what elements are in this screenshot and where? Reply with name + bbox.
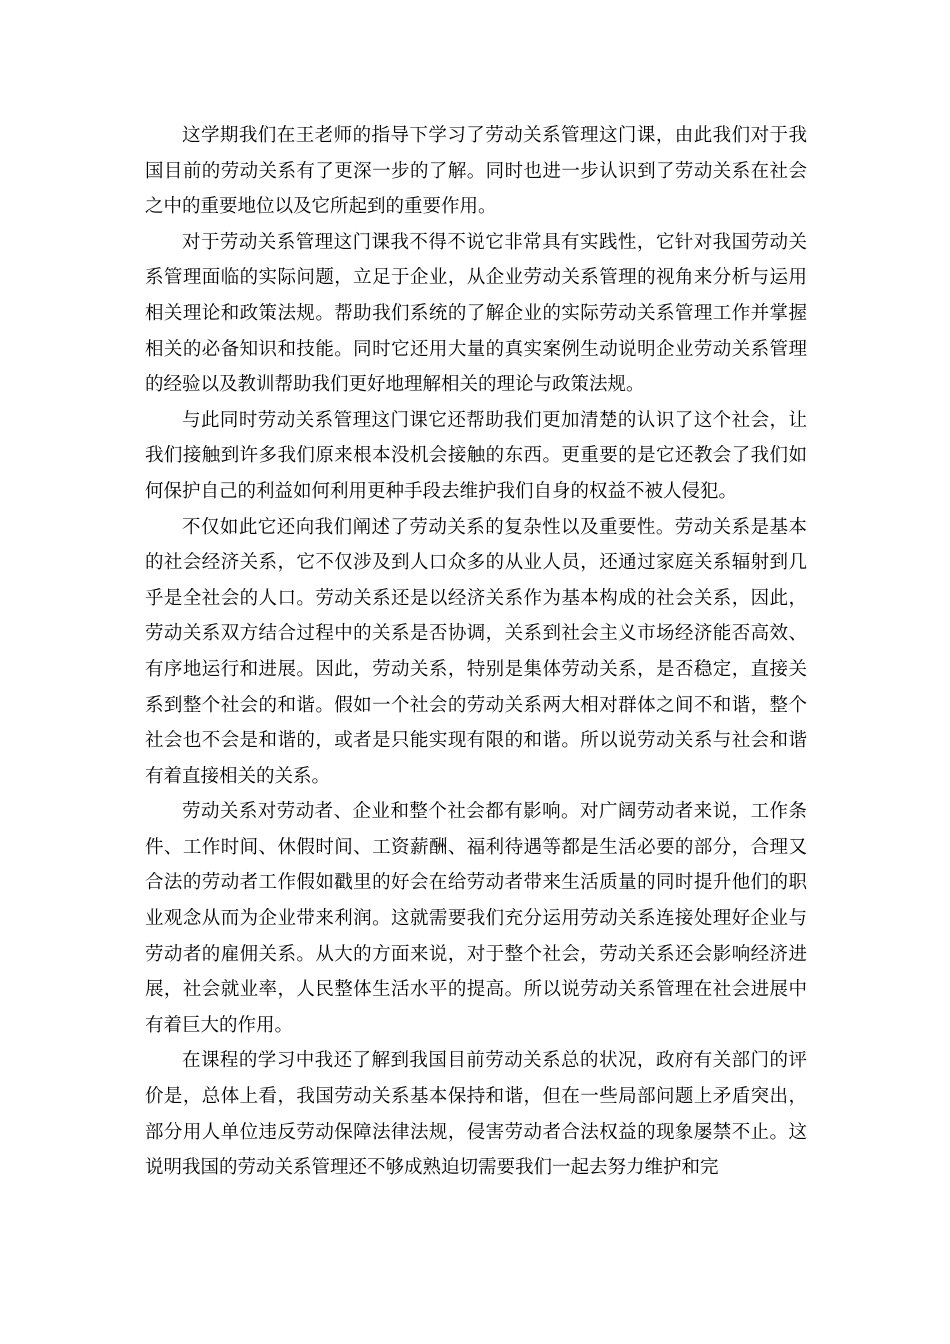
paragraph-practicality: 对于劳动关系管理这门课我不得不说它非常具有实践性，它针对我国劳动关系管理面临的实际问题，立足于企业，从企业劳动关系管理的视角来分析与运用相关理论和政策法规。帮助我们系统的了解企业的实际劳动关系管理工作并掌握相关的必备知识和技能。同时它还用大量的真实案例生动说明企业劳动关系管理的经验以及教训帮助我们更好地理解相关的理论与政策法规。 (145, 231, 807, 396)
paragraph-society-understanding: 与此同时劳动关系管理这门课它还帮助我们更加清楚的认识了这个社会，让我们接触到许多我们原来根本没机会接触的东西。更重要的是它还教会了我们如何保护自己的利益如何利用更种手段去维护我们自身的权益不被人侵犯。 (145, 409, 807, 502)
paragraph-impact: 劳动关系对劳动者、企业和整个社会都有影响。对广阔劳动者来说，工作条件、工作时间、休假时间、工资薪酬、福利待遇等都是生活必要的部分，合理又合法的劳动者工作假如戳里的好会在给劳动者带来生活质量的同时提升他们的职业观念从而为企业带来利润。这就需要我们充分运用劳动关系连接处理好企业与劳动者的雇佣关系。从大的方面来说，对于整个社会，劳动关系还会影响经济进展，社会就业率，人民整体生活水平的提高。所以说劳动关系管理在社会进展中有着巨大的作用。 (145, 801, 807, 1036)
paragraph-complexity-importance: 不仅如此它还向我们阐述了劳动关系的复杂性以及重要性。劳动关系是基本的社会经济关系，它不仅涉及到人口众多的从业人员，还通过家庭关系辐射到几乎是全社会的人口。劳动关系还是以经济关系作为基本构成的社会关系，因此，劳动关系双方结合过程中的关系是否协调，关系到社会主义市场经济能否高效、有序地运行和进展。因此，劳动关系，特别是集体劳动关系，是否稳定，直接关系到整个社会的和谐。假如一个社会的劳动关系两大相对群体之间不和谐，整个社会也不会是和谐的，或者是只能实现有限的和谐。所以说劳动关系与社会和谐有着直接相关的关系。 (145, 516, 807, 787)
paragraph-current-situation: 在课程的学习中我还了解到我国目前劳动关系总的状况，政府有关部门的评价是，总体上看，我国劳动关系基本保持和谐，但在一些局部问题上矛盾突出，部分用人单位违反劳动保障法律法规，侵害劳动者合法权益的现象屡禁不止。这说明我国的劳动关系管理还不够成熟迫切需要我们一起去努力维护和完 (145, 1050, 807, 1179)
document-body (145, 118, 807, 1186)
paragraph-intro: 这学期我们在王老师的指导下学习了劳动关系管理这门课，由此我们对于我国目前的劳动关系有了更深一步的了解。同时也进一步认识到了劳动关系在社会之中的重要地位以及它所起到的重要作用。 (145, 125, 807, 218)
